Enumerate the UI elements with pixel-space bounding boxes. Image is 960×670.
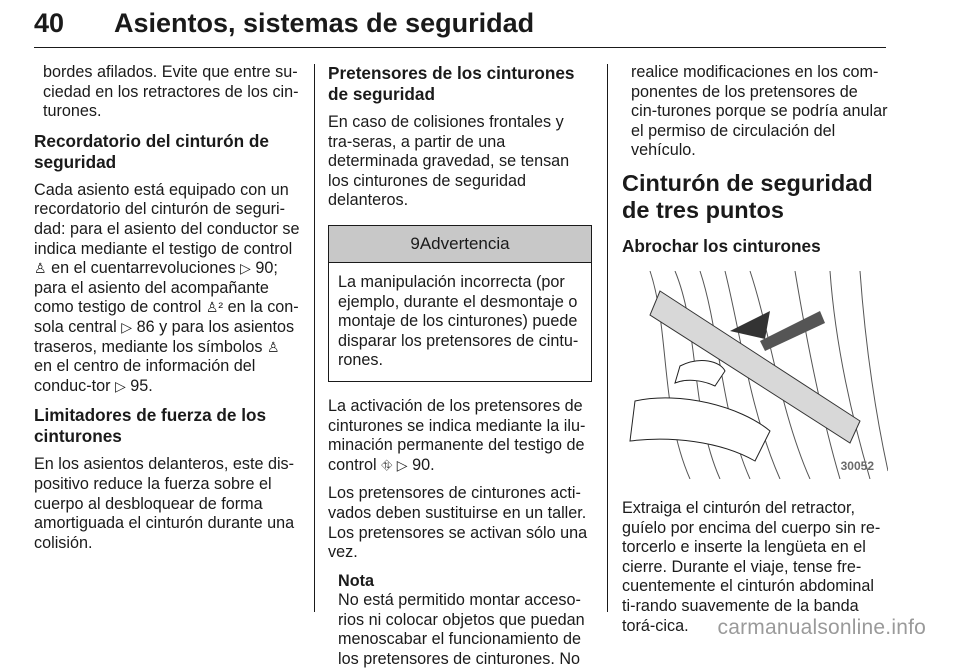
heading-tres-puntos: Cinturón de seguridad de tres puntos <box>622 169 873 223</box>
note-title: Nota <box>338 571 374 590</box>
seatbelt-warning-icon: ♙ <box>267 338 280 355</box>
warning-header <box>329 226 591 263</box>
heading-limitadores: Limitadores de fuerza de los cinturones <box>34 405 267 447</box>
note-text: No está permitido montar acceso-rios ni colocar objetos que puedan menoscabar el funcionamiento de los pretensores de cinturones. No <box>338 591 585 669</box>
heading-recordatorio: Recordatorio del cinturón de seguridad <box>34 130 269 172</box>
page-header <box>34 8 886 42</box>
airbag-pretensioner-icon: ⛗ <box>381 456 393 473</box>
watermark: carmanualsonline.info <box>717 616 926 639</box>
paragraph-pretensores: En caso de colisiones frontales y tra-seras, a partir de una determinada gravedad, se tensan los cinturones de seguridad delanteros. <box>328 113 570 210</box>
warning-title: Advertencia <box>419 233 510 253</box>
paragraph-sustituir: Los pretensores de cinturones acti-vados deben sustituirse en un taller. Los pretensores se activan sólo una vez. <box>328 484 588 562</box>
paragraph-activacion: La activación de los pretensores de cinturones se indica mediante la ilu-minación permanente del testigo de control ⛗ ▷ 90. <box>328 396 586 474</box>
paragraph-limitadores: En los asientos delanteros, este dis-positivo reduce la fuerza sobre el cuerpo al desbloquear de forma amortiguada el cinturón durante una colisión. <box>34 455 295 552</box>
warning-text: La manipulación incorrecta (por ejemplo, durante el desmontaje o montaje de los cinturones) puede disparar los pretensores de cintu-rones. <box>338 272 579 370</box>
column-right <box>622 63 888 645</box>
paragraph-recordatorio: Cada asiento está equipado con un recordatorio del cinturón de seguri-dad: para el asiento del conductor se indica mediante el testigo de control ♙ en el cuentarrevoluciones ▷ 90; para el asiento del acompañante como testigo de control ♙² en la con-sola central ▷ 86 y para los asientos traseros, mediante los símbolos ♙ en el centro de información del conduc-tor ▷ 95. <box>34 180 300 395</box>
seatbelt-drawing-icon <box>620 271 888 479</box>
paragraph-abrochar: Extraiga el cinturón del retractor, guíelo por encima del cuerpo sin re-torcerlo e inserte la lengüeta en el cierre. Durante el viaje, tense fre-cuentemente el cinturón abdominal ti-rando suavemente de la banda torá-cica. <box>622 498 881 635</box>
seatbelt-warning-icon: ♙ <box>34 260 47 277</box>
passenger-seatbelt-icon: ♙² <box>205 299 224 316</box>
heading-abrochar: Abrochar los cinturones <box>622 235 821 256</box>
warning-box <box>328 225 592 382</box>
intro-paragraph: bordes afilados. Evite que entre su-ciedad en los retractores de los cin-turones. <box>43 63 299 121</box>
column-left <box>34 63 300 562</box>
page-reference-icon: ▷ <box>114 377 126 394</box>
header-rule <box>34 47 886 48</box>
page-number: 40 <box>34 8 65 38</box>
page-reference-icon: ▷ <box>240 260 251 277</box>
warning-triangle-icon: 9 <box>410 233 420 253</box>
column-middle <box>328 63 592 670</box>
column-divider <box>607 64 608 612</box>
seatbelt-illustration <box>620 271 888 479</box>
page-reference-icon: ▷ <box>121 318 133 335</box>
heading-pretensores: Pretensores de los cinturones de seguridad <box>328 63 575 104</box>
column-divider <box>314 64 315 612</box>
page-reference-icon: ▷ <box>396 456 408 473</box>
paragraph-continued: realice modificaciones en los com-ponentes de los pretensores de cin-turones porque se podría anular el permiso de circulación del vehículo. <box>631 63 888 160</box>
page-title: Asientos, sistemas de seguridad <box>114 8 535 38</box>
figure-number: 30052 <box>840 459 874 474</box>
note-block <box>328 572 592 670</box>
